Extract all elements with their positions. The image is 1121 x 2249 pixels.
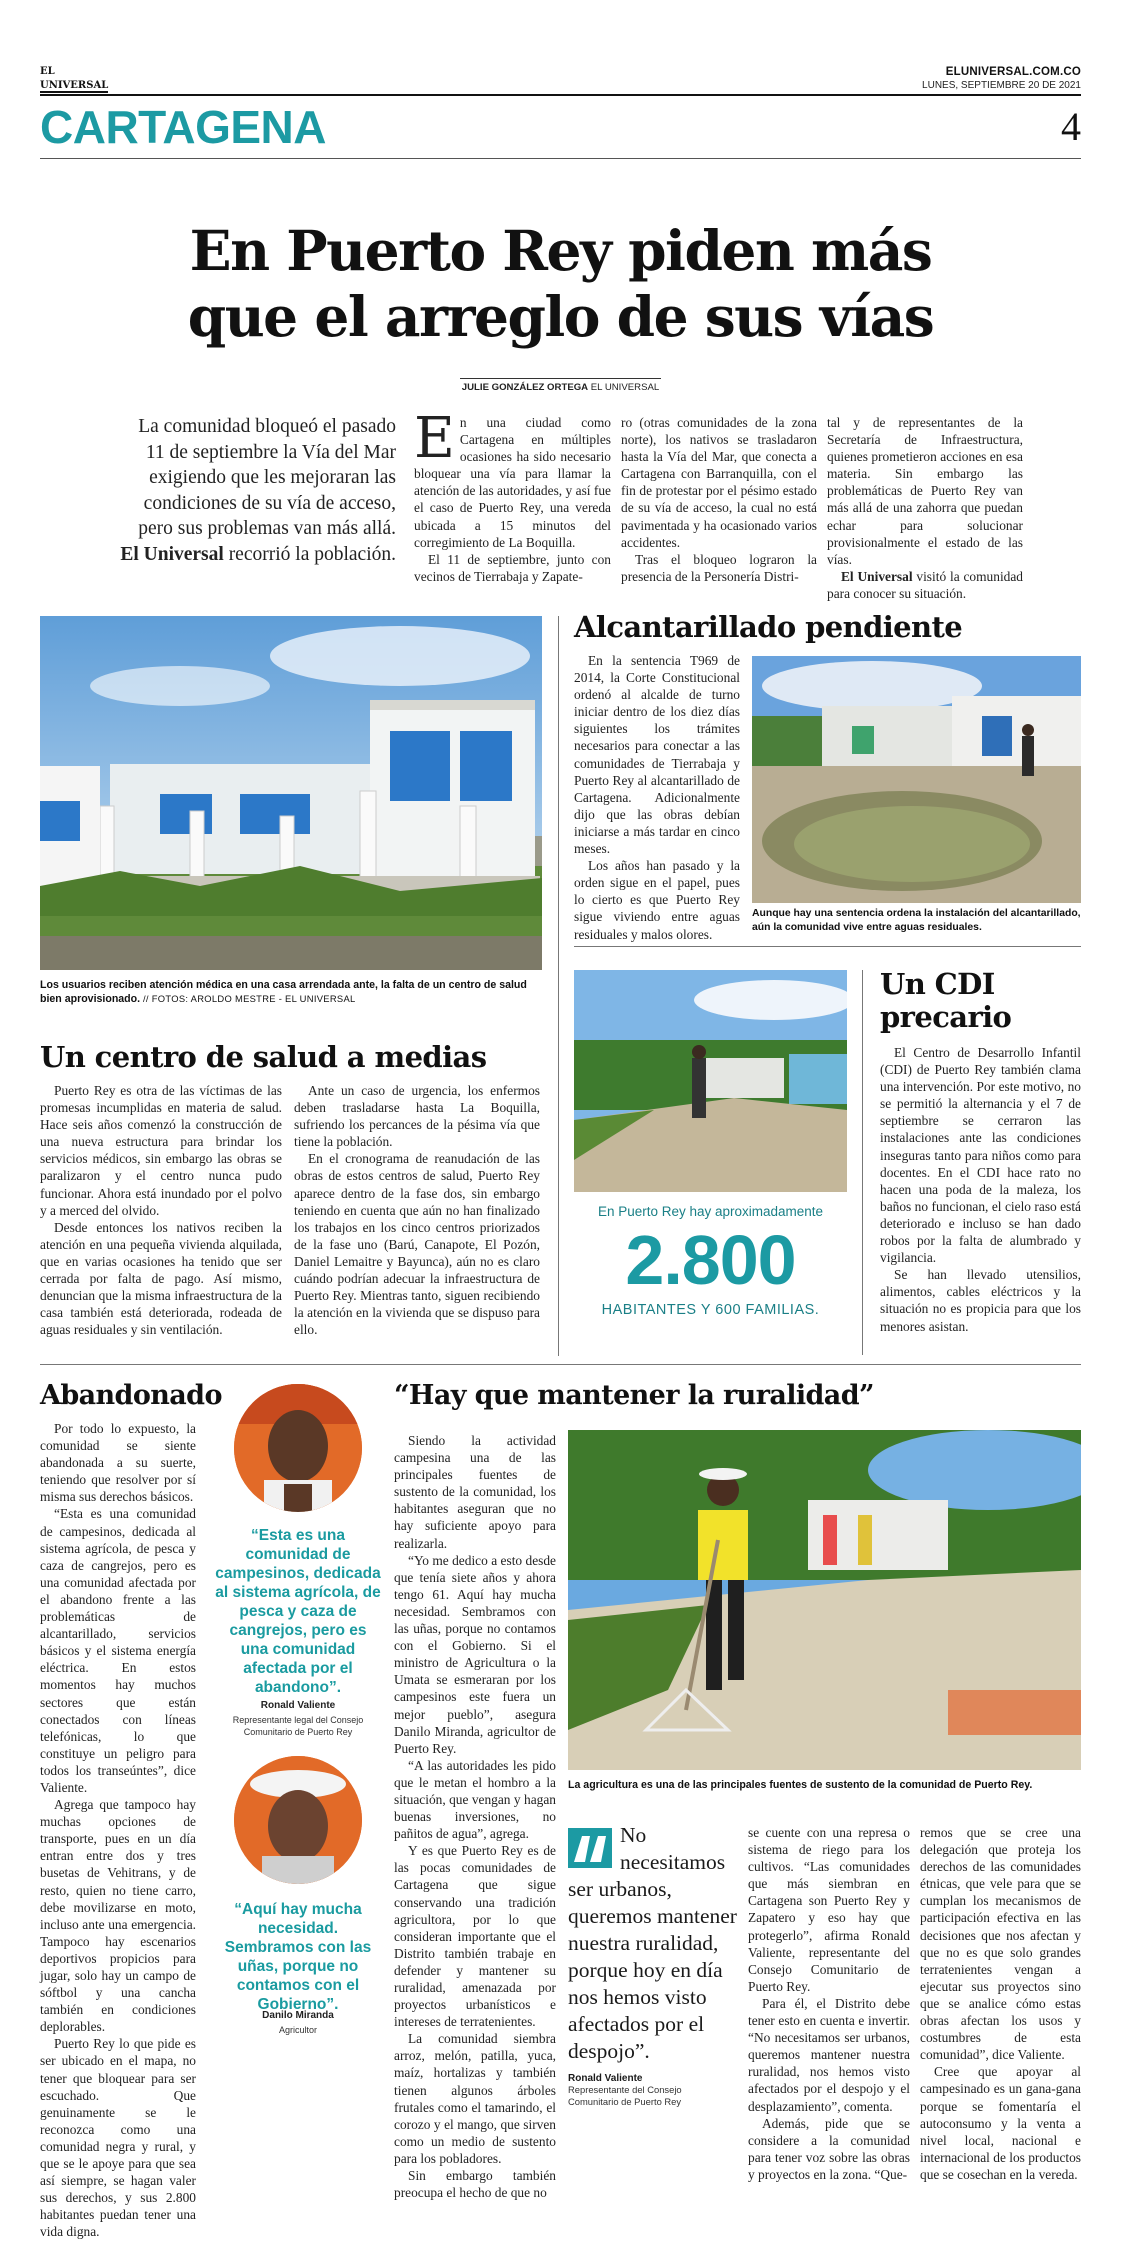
pull-quote-box [568, 1822, 738, 2108]
issue-date: LUNES, SEPTIEMBRE 20 DE 2021 [922, 80, 1081, 91]
cdi-title: Un CDI precario [880, 967, 1012, 1034]
article-title [0, 218, 1121, 350]
avatar-ronald [234, 1384, 362, 1512]
pull-quote-name: Ronald Valiente [568, 2073, 643, 2084]
abandonado-title: Abandonado [40, 1380, 222, 1411]
rule-alc [574, 946, 1081, 947]
rule-mid [40, 1364, 1081, 1365]
salud-column-1: Puerto Rey es otra de las víctimas de las promesas incumplidas en materia de salud. Hace seis años comenzó la construcción de una nueva estructura para brindar los servicios médicos, sin embargo las obras se paralizaron y el centro nunca pudo funcionar. Ahora está inundado por el polvo y a merced del olvido. Desde entonces los nativos reciben la atención en una pequeña vivienda alquilada, que en varias ocasiones ha tenido que ser cerrada por falta de pago. Así mismo, denuncian que la misma infraestructura de la casa también está deteriorada, rodeada de aguas residuales y sin ventilación. [40, 1083, 282, 1338]
avatar-danilo [234, 1756, 362, 1884]
page-number: 4 [1061, 104, 1081, 149]
title-line-1: En Puerto Rey piden más [189, 218, 932, 283]
column-divider-1 [558, 616, 559, 1356]
alcantarillado-title: Alcantarillado pendiente [574, 610, 963, 644]
masthead-logo [40, 66, 120, 93]
site-url: ELUNIVERSAL.COM.CO [945, 66, 1081, 78]
quote-danilo-role: Agricultor [278, 2025, 317, 2035]
pull-quote-mark [568, 1828, 612, 1868]
alcantarillado-caption: Aunque hay una sentencia ordena la instalación del alcantarillado, aún la comunidad vive entre aguas residuales. [752, 908, 1081, 933]
ruralidad-title: “Hay que mantener la ruralidad” [394, 1380, 874, 1411]
pull-quote-role: Representante del Consejo Comunitario de Puerto Rey [568, 2084, 682, 2107]
quote-danilo-name: Danilo Miranda [262, 2010, 334, 2021]
photo-health-house [40, 616, 542, 970]
cdi-body: El Centro de Desarrollo Infantil (CDI) de Puerto Rey también clama una intervención. Por este motivo, no se permitió la alternancia y el 7 de septiembre se cerraron las instalaciones ante las condiciones inseguras tanto para niños como para docentes. En el CDI hace rato no hacen una poda de la maleza, los baños no funcionan, el cielo raso está deteriorado e incluso se han dado robos por la falta de alumbrado y vigilancia. Se han llevado utensilios, alimentos, cables eléctricos y la situación no es propicia para que los menores asistan. [880, 1045, 1081, 1334]
section-title: CARTAGENA [40, 101, 326, 153]
photo-sewage [752, 656, 1081, 903]
intro-column-1: En una ciudad como Cartagena en múltiples ocasiones ha sido necesario bloquear una vía para llamar la atención de las autoridades, y así fue el caso de Puerto Rey, una vereda ubicada a 15 minutos del corregimiento de La Boquilla. El 11 de septiembre, junto con vecinos de Tierrabaja y Zapate- [414, 406, 611, 584]
byline [460, 378, 661, 393]
logo-bottom: UNIVERSAL [40, 80, 109, 91]
quote-ronald-role: Representante legal del Consejo Comunitario de Puerto Rey [232, 1715, 364, 1737]
stat-intro: En Puerto Rey hay aproximadamente [597, 1204, 824, 1219]
title-line-2: que el arreglo de sus vías [187, 284, 934, 349]
photo-farmer-rake [568, 1430, 1081, 1770]
pull-quote-text: No necesitamos ser urbanos, queremos mantener nuestra ruralidad, porque hoy en día nos hemos visto afectados por el despojo”. [568, 1823, 737, 2063]
column-divider-2 [862, 970, 863, 1355]
ruralidad-photo-caption: La agricultura es una de las principales fuentes de sustento de la comunidad de Puerto Rey. [568, 1779, 1033, 1791]
lead-brand: El Universal [120, 543, 224, 565]
drop-cap: E [414, 406, 455, 471]
quote-ronald-name: Ronald Valiente [260, 1700, 336, 1711]
stat-detail: HABITANTES Y 600 FAMILIAS. [601, 1302, 820, 1318]
byline-outlet: EL UNIVERSAL [590, 382, 660, 393]
photo1-caption: Los usuarios reciben atención médica en una casa arrendada ante, la falta de un centro de salud bien aprovisionado. // FOTOS: AROLDO MESTRE - EL UNIVERSAL [40, 979, 527, 1005]
quote-danilo: “Aquí hay mucha necesidad. Sembramos con las uñas, porque no contamos con el Gobierno”. [224, 1901, 372, 2013]
ruralidad-column-1: Siendo la actividad campesina una de las principales fuentes de sustento de la comunidad, los habitantes aseguran que no hay suficiente apoyo para realizarla. “Yo me dedico a esto desde que tenía siete años y ahora tengo 61. Aquí hay mucha necesidad. Sembramos con las uñas, porque no contamos con el Gobierno. Si el ministro de Agricultura o la Umata se esmeraran por los campesinos este fuera un mejor pueblo”, asegura Danilo Miranda, agricultor de Puerto Rey. “A las autoridades les pido que le metan el hombro a la situación, que vengan y hagan buenas inversiones, no pañitos de agua”, agrega. Y es que Puerto Rey es de las pocas comunidades de Cartagena que sigue conservando una tradición agricultora, por lo que consideran importante que el Distrito también trabaje en defender y mantener su ruralidad, amenazada por proyectos urbanísticos e intereses de terratenientes. La comunidad siembra arroz, melón, patilla, yuca, maíz, hortalizas y también tienen algunos árboles frutales como el tamarindo, el corozo y el mango, que sirven como un medio de sustento para los pobladores. Sin embargo también preocupa el hecho de que no [394, 1433, 556, 2201]
section-rule [40, 158, 1081, 159]
lead-paragraph: La comunidad bloqueó el pasado 11 de septiembre la Vía del Mar exigiendo que les mejoraran las condiciones de su vía de acceso, pero sus problemas van más allá. El Universal recorrió la población. [120, 416, 396, 565]
byline-name: JULIE GONZÁLEZ ORTEGA [461, 382, 589, 393]
alcantarillado-body: En la sentencia T969 de 2014, la Corte Constitucional ordenó al alcalde de turno iniciar dentro de los diez días siguientes los trámites necesarios para conectar a las comunidades de Tierrabaja y Puerto Rey al alcantarillado de Cartagena. Adicionalmente dijo que las obras debían iniciarse a más tardar en cinco meses. Los años han pasado y la orden sigue en el papel, pues lo cierto es que Puerto Rey sigue viviendo entre aguas residuales y malos olores. [574, 653, 740, 942]
intro-column-3: tal y de representantes de la Secretaría de Infraestructura, quienes prometieron acciones en esa materia. Sin embargo las problemáticas de Puerto Rey van más allá de una zahorra que puedan echar para solucionar provisionalmente el estado de las vías. El Universal visitó la comunidad para conocer su situación. [827, 415, 1023, 601]
header-rule [40, 94, 1081, 96]
intro-column-2: ro (otras comunidades de la zona norte), los nativos se trasladaron hasta la Vía del Mar, que conecta a Cartagena con Barranquilla, con el fin de protestar por el pésimo estado de su vía de acceso, la cual no está pavimentada y ha ocasionado varios accidentes. Tras el bloqueo lograron la presencia de la Personería Distri- [621, 415, 817, 584]
salud-column-2: Ante un caso de urgencia, los enfermos deben trasladarse hasta La Boquilla, sufriendo los percances de la pésima vía que tiene la población. En el cronograma de reanudación de las obras de estos centros de salud, Puerto Rey aparece dentro de la fase dos, sin embargo teniendo en cuenta que aún no han finalizado los trabajos en los cinco centros priorizados de la fase uno (Barú, Canapote, El Pozón, Daniel Lemaitre y Bayunca), aún no es claro cuándo podrían adecuar la infraestructura de Puerto Rey. Mientras tanto, siguen recibiendo la atención en la vivienda que se dispuso para ello. [294, 1083, 540, 1338]
ruralidad-column-3: se cuente con una represa o sistema de riego para los cultivos. “Las comunidades que más siembran en Cartagena son Puerto Rey y Zapatero y eso hay que protegerlo”, afirma Ronald Valiente, representante del Consejo Comunitario de Puerto Rey. Para él, el Distrito debe tener esto en cuenta e invertir. “No necesitamos ser urbanos, queremos mantener nuestra ruralidad, nos hemos visto afectados por el despojo y el desplazamiento”, comenta. Además, pide que se considere a la comunidad para tener voz sobre las obras y proyectos en la zona. “Que- [748, 1825, 910, 2182]
quote-ronald: “Esta es una comunidad de campesinos, dedicada al sistema agrícola, de pesca y caza de cangrejos, pero es una comunidad afectada por el abandono”. [215, 1527, 381, 1696]
abandonado-body: Por todo lo expuesto, la comunidad se siente abandonada a su suerte, teniendo que resolver por sí misma sus derechos básicos. “Esta es una comunidad de campesinos, dedicada al sistema agrícola, de pesca y caza de cangrejos, pero es una comunidad afectada por el abandono frente a las problemáticas de alcantarillado, servicios básicos y el sistema energía eléctrica. En estos momentos hay muchos sectores que están conectados con líneas telefónicas, lo que constituye un peligro para todos los transeúntes”, dice Valiente. Agrega que tampoco hay muchas opciones de transporte, pues en un día entran entre dos y tres busetas de Vehitrans, y de resto, quien no tiene carro, debe movilizarse en moto, incluso ante una emergencia. Tampoco hay escenarios deportivos propicios para jugar, solo hay un campo de sóftbol y una cancha también en condiciones deplorables. Puerto Rey lo que pide es ser ubicado en el mapa, no tener que bloquear para ser escuchado. Que genuinamente se le reconozca como una comunidad negra y rural, y que se le apoye para que sea así siempre, se hagan valer sus derechos, y sus 2.800 habitantes puedan tener una vida digna. [40, 1421, 196, 2240]
ruralidad-column-4: remos que se cree una delegación que proteja los derechos de las comunidades étnicas, que vele para que se cumplan los mecanismos de participación efectiva en las decisiones que nos afectan y que no es que solo grandes terratenientes vengan a ejecutar sus proyectos sino que se analice cómo estas obras afectan los usos y costumbres de esta comunidad”, dice Valiente. Cree que apoyar al campesinado es un gana-gana porque se fomentaría el autoconsumo y la venta a nivel local, nacional e internacional de los productos que se cosechan en la vereda. [920, 1825, 1082, 2182]
stat-number: 2.800 [625, 1221, 796, 1299]
logo-top: EL [40, 66, 55, 77]
photo-dirt-road [574, 970, 847, 1192]
salud-title: Un centro de salud a medias [40, 1040, 487, 1074]
